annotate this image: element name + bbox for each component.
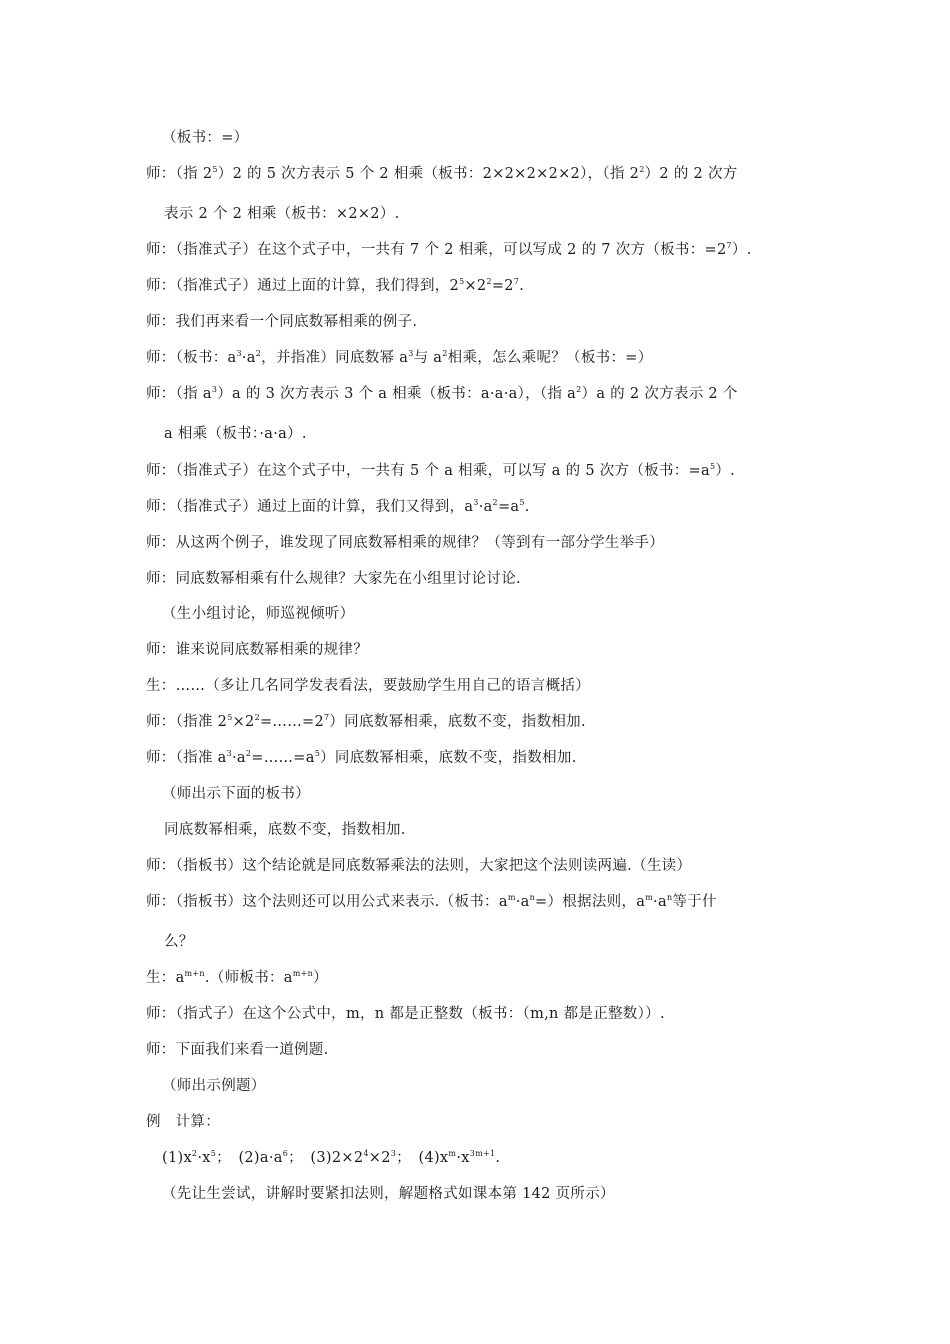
superscript: 5 xyxy=(519,498,525,507)
text-line xyxy=(162,604,832,624)
text-run: a 相乘（板书：·a·a）. xyxy=(164,426,307,442)
text-run: 生：……（多让几名同学发表看法，要鼓励学生用自己的语言概括） xyxy=(146,678,590,694)
text-run: ·a xyxy=(478,499,493,515)
text-run: ×2 xyxy=(464,278,487,294)
text-run: 师：同底数幂相乘有什么规律？大家先在小组里讨论讨论. xyxy=(146,571,521,587)
superscript: 3 xyxy=(211,385,218,394)
text-run: 表示 2 个 2 相乘（板书：×2×2）. xyxy=(164,206,400,222)
text-line xyxy=(146,384,816,404)
text-run: 例 计算： xyxy=(146,1114,220,1130)
text-line xyxy=(162,1076,832,1096)
text-run: 等于什 xyxy=(672,894,717,910)
text-run: 相乘，怎么乘呢？（板书：=） xyxy=(447,350,653,366)
text-run: ·a xyxy=(232,750,246,766)
text-run: 师：（指板书）这个结论就是同底数幂乘法的法则，大家把这个法则读两遍.（生读） xyxy=(146,858,692,874)
text-run: ）a 的 2 次方表示 2 个 xyxy=(581,386,738,402)
text-run: ； (2)a·a xyxy=(216,1150,283,1166)
text-run: ·a xyxy=(241,350,256,366)
superscript: m+n xyxy=(292,969,314,978)
text-line xyxy=(146,348,816,368)
text-run: ·x xyxy=(197,1150,211,1166)
text-run: ） xyxy=(313,970,328,986)
text-line xyxy=(146,312,816,332)
text-run: 师：（指 2 xyxy=(146,166,213,182)
superscript: 3 xyxy=(236,349,242,358)
text-run: 师：（指准 a xyxy=(146,750,227,766)
superscript: 7 xyxy=(323,713,330,722)
superscript: n xyxy=(666,893,673,902)
superscript: 2 xyxy=(486,277,492,286)
superscript: m xyxy=(645,893,654,902)
text-run: 师：（指准 2 xyxy=(146,714,228,730)
text-line xyxy=(146,968,816,988)
superscript: 3 xyxy=(473,498,479,507)
superscript: 5 xyxy=(210,1149,217,1158)
text-run: 与 a xyxy=(413,350,443,366)
superscript: 2 xyxy=(639,165,645,174)
text-line xyxy=(164,204,834,224)
text-run: 么？ xyxy=(164,934,194,950)
text-run: ）. xyxy=(731,242,752,258)
text-line xyxy=(162,784,832,804)
text-run: 师：下面我们来看一道例题. xyxy=(146,1042,329,1058)
superscript: 2 xyxy=(576,385,582,394)
text-run: ·x xyxy=(456,1150,470,1166)
superscript: 2 xyxy=(255,349,262,358)
superscript: 2 xyxy=(245,749,252,758)
superscript: 2 xyxy=(442,349,448,358)
text-line xyxy=(164,932,834,952)
text-run: （板书：=） xyxy=(162,130,249,146)
text-line xyxy=(146,497,816,517)
text-line xyxy=(146,1004,816,1024)
text-line xyxy=(162,1148,832,1168)
superscript: m xyxy=(507,893,516,902)
text-run: 师：（指准式子）通过上面的计算，我们又得到，a xyxy=(146,499,474,515)
superscript: 3 xyxy=(226,749,232,758)
text-line xyxy=(146,569,816,589)
text-run: ）同底数幂相乘，底数不变，指数相加. xyxy=(320,750,577,766)
superscript: 5 xyxy=(709,462,716,471)
text-line xyxy=(146,240,816,260)
text-run: ）a 的 3 次方表示 3 个 a 相乘（板书：a·a·a），（指 a xyxy=(217,386,577,402)
text-run: 师：（指 a xyxy=(146,386,212,402)
text-run: ； (4)x xyxy=(396,1150,449,1166)
text-line xyxy=(146,712,816,732)
text-run: =……=2 xyxy=(259,714,324,730)
text-run: ）2 的 2 次方 xyxy=(644,166,738,182)
text-run: 师：（指准式子）在这个式子中，一共有 5 个 a 相乘，可以写 a 的 5 次方（板书：=a xyxy=(146,463,710,479)
text-line xyxy=(146,676,816,696)
superscript: 4 xyxy=(363,1149,369,1158)
text-line xyxy=(146,640,816,660)
text-run: .（师板书：a xyxy=(204,970,293,986)
text-line xyxy=(162,1184,832,1204)
text-run: （师出示下面的板书） xyxy=(162,786,310,802)
superscript: m+n xyxy=(184,969,205,978)
text-run: 师：从这两个例子，谁发现了同底数幂相乘的规律？（等到有一部分学生举手） xyxy=(146,535,664,551)
superscript: 2 xyxy=(254,713,260,722)
text-run: ·a xyxy=(515,894,530,910)
text-run: ）. xyxy=(715,463,736,479)
text-run: 师：（指式子）在这个公式中，m，n 都是正整数（板书：（m,n 都是正整数））. xyxy=(146,1006,665,1022)
text-line xyxy=(146,1040,816,1060)
superscript: 2 xyxy=(492,498,498,507)
text-run: =a xyxy=(497,499,520,515)
text-run: =2 xyxy=(491,278,514,294)
superscript: 3 xyxy=(408,349,414,358)
text-run: 生：a xyxy=(146,970,185,986)
superscript: n xyxy=(529,893,536,902)
text-run: ）同底数幂相乘，底数不变，指数相加. xyxy=(329,714,586,730)
text-line xyxy=(146,856,816,876)
text-run: 同底数幂相乘，底数不变，指数相加. xyxy=(164,822,406,838)
text-line xyxy=(146,461,816,481)
text-run: ×2 xyxy=(232,714,255,730)
text-run: ）2 的 5 次方表示 5 个 2 相乘（板书：2×2×2×2×2），（指 2 xyxy=(217,166,640,182)
text-line xyxy=(162,128,832,148)
superscript: 6 xyxy=(282,1149,289,1158)
superscript: 3m+1 xyxy=(469,1149,496,1158)
superscript: 7 xyxy=(513,277,520,286)
text-run: =）根据法则，a xyxy=(535,894,646,910)
text-run: . xyxy=(524,499,530,515)
superscript: 2 xyxy=(191,1149,198,1158)
text-run: =……=a xyxy=(251,750,315,766)
text-run: . xyxy=(519,278,525,294)
text-run: （师出示例题） xyxy=(162,1078,266,1094)
text-line xyxy=(146,164,816,184)
text-run: (1)x xyxy=(162,1150,192,1166)
text-line xyxy=(146,892,816,912)
text-line xyxy=(146,748,816,768)
text-line xyxy=(146,1112,816,1132)
text-run: ，并指准）同底数幂 a xyxy=(261,350,409,366)
text-run: （先让生尝试，讲解时要紧扣法则，解题格式如课本第 142 页所示） xyxy=(162,1186,615,1202)
superscript: 5 xyxy=(212,165,218,174)
text-line xyxy=(146,276,816,296)
superscript: 5 xyxy=(227,713,233,722)
text-run: 师：（指板书）这个法则还可以用公式来表示.（板书：a xyxy=(146,894,508,910)
superscript: 5 xyxy=(314,749,321,758)
text-run: 师：我们再来看一个同底数幂相乘的例子. xyxy=(146,314,418,330)
text-run: 师：（指准式子）在这个式子中，一共有 7 个 2 相乘，可以写成 2 的 7 次方（板书：=2 xyxy=(146,242,727,258)
text-run: ·a xyxy=(653,894,667,910)
text-line xyxy=(146,533,816,553)
text-run: ×2 xyxy=(368,1150,391,1166)
superscript: m xyxy=(448,1149,457,1158)
text-run: 师：谁来说同底数幂相乘的规律？ xyxy=(146,642,368,658)
text-run: 师：（指准式子）通过上面的计算，我们得到，2 xyxy=(146,278,460,294)
text-run: . xyxy=(495,1150,501,1166)
text-run: （生小组讨论，师巡视倾听） xyxy=(162,606,355,622)
text-run: 师：（板书：a xyxy=(146,350,237,366)
superscript: 7 xyxy=(726,241,732,250)
text-line xyxy=(164,820,834,840)
text-line xyxy=(164,424,834,444)
superscript: 5 xyxy=(459,277,465,286)
superscript: 3 xyxy=(390,1149,397,1158)
text-run: ； (3)2×2 xyxy=(288,1150,364,1166)
